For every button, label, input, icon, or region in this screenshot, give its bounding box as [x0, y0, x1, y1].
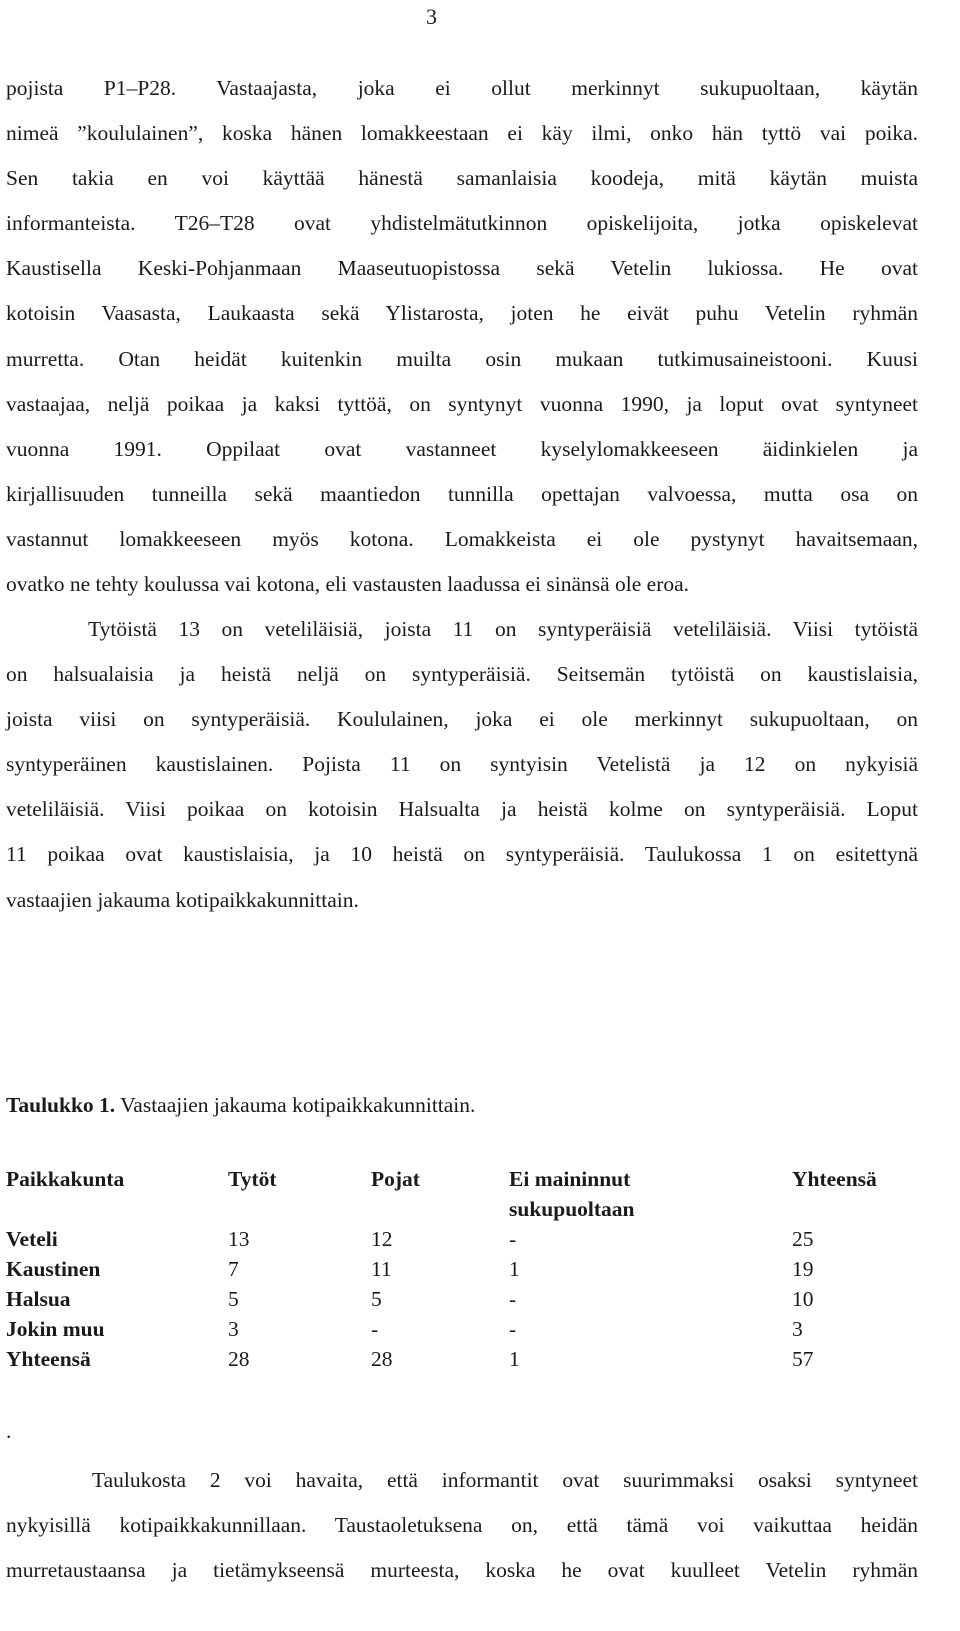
- header-tytot: Tytöt: [228, 1167, 277, 1191]
- text-line: informanteista. T26–T28 ovat yhdistelmätutkinnon opiskelijoita, jotka opiskelevat: [6, 211, 918, 236]
- text-line: vastannut lomakkeeseen myös kotona. Lomakkeista ei ole pystynyt havaitsemaan,: [6, 526, 918, 551]
- respondent-table: [6, 1164, 918, 1374]
- text-line: Taulukosta 2 voi havaita, että informantit ovat suurimmaksi osaksi syntyneet: [92, 1468, 918, 1492]
- cell: -: [509, 1287, 517, 1311]
- text-line: vuonna 1991. Oppilaat ovat vastanneet kyselylomakkeeseen äidinkielen ja: [6, 436, 918, 461]
- cell: 25: [792, 1227, 814, 1251]
- cell: 28: [371, 1347, 393, 1371]
- cell: Kaustinen: [6, 1257, 101, 1281]
- cell: 57: [792, 1347, 814, 1371]
- table-row: [6, 1314, 918, 1344]
- text-line: kirjallisuuden tunneilla sekä maantiedon tunnilla opettajan valvoessa, mutta osa on: [6, 481, 918, 506]
- cell: Yhteensä: [6, 1347, 91, 1371]
- text-line: nykyisillä kotipaikkakunnillaan. Taustaoletuksena on, että tämä voi vaikuttaa heidän: [6, 1513, 918, 1538]
- text-line: kotoisin Vaasasta, Laukaasta sekä Ylistarosta, joten he eivät puhu Vetelin ryhmän: [6, 301, 918, 326]
- cell: 28: [228, 1347, 250, 1371]
- table-row: [6, 1284, 918, 1314]
- text-line: syntyperäinen kaustislainen. Pojista 11 on syntyisin Vetelistä ja 12 on nykyisiä: [6, 752, 918, 777]
- header-yhteensa: Yhteensä: [792, 1167, 877, 1191]
- cell: 5: [228, 1287, 239, 1311]
- text-line: nimeä ”koululainen”, koska hänen lomakkeestaan ei käy ilmi, onko hän tyttö vai poika.: [6, 121, 918, 146]
- header-ei-maininnut-line2: sukupuoltaan: [509, 1197, 635, 1221]
- paragraph-1: [6, 66, 918, 607]
- table-caption: [6, 1090, 475, 1120]
- header-paikkakunta: Paikkakunta: [6, 1167, 125, 1191]
- text-line: murretta. Otan heidät kuitenkin muilta osin mukaan tutkimusaineistooni. Kuusi: [6, 346, 918, 371]
- table-header-row: [6, 1164, 918, 1194]
- text-line: Kaustisella Keski-Pohjanmaan Maaseutuopistossa sekä Vetelin lukiossa. He ovat: [6, 256, 918, 281]
- cell: 3: [228, 1317, 239, 1341]
- header-ei-maininnut: Ei maininnut: [509, 1167, 631, 1191]
- cell: 13: [228, 1227, 250, 1251]
- text-line: 11 poikaa ovat kaustislaisia, ja 10 heistä on syntyperäisiä. Taulukossa 1 on esitettynä: [6, 842, 918, 867]
- cell: 10: [792, 1287, 814, 1311]
- header-pojat: Pojat: [371, 1167, 420, 1191]
- cell: Veteli: [6, 1227, 58, 1251]
- text-line: joista viisi on syntyperäisiä. Koululainen, joka ei ole merkinnyt sukupuoltaan, on: [6, 707, 918, 732]
- cell: -: [371, 1317, 379, 1341]
- cell: 5: [371, 1287, 382, 1311]
- text-line: veteliläisiä. Viisi poikaa on kotoisin Halsualta ja heistä kolme on syntyperäisiä. Loput: [6, 797, 918, 822]
- cell: 19: [792, 1257, 814, 1281]
- cell: 1: [509, 1257, 520, 1281]
- text-line: Sen takia en voi käyttää hänestä samanlaisia koodeja, mitä käytän muista: [6, 166, 918, 191]
- text-line: vastaajaa, neljä poikaa ja kaksi tyttöä, on syntynyt vuonna 1990, ja loput ovat syntyneet: [6, 391, 918, 416]
- cell: -: [509, 1227, 517, 1251]
- cell: 12: [371, 1227, 393, 1251]
- paragraph-2: [6, 607, 918, 923]
- text-line: vastaajien jakauma kotipaikkakunnittain.: [6, 887, 359, 912]
- cell: Halsua: [6, 1287, 71, 1311]
- table-row: [6, 1344, 918, 1374]
- table-row: [6, 1254, 918, 1284]
- text-line: on halsualaisia ja heistä neljä on syntyperäisiä. Seitsemän tytöistä on kaustislaisia,: [6, 662, 918, 687]
- stray-dot: .: [6, 1419, 12, 1443]
- table-caption-label: Taulukko 1.: [6, 1093, 116, 1117]
- page-number: 3: [426, 4, 437, 29]
- table-row: [6, 1224, 918, 1254]
- cell: 1: [509, 1347, 520, 1371]
- cell: 11: [371, 1257, 392, 1281]
- text-line: ovatko ne tehty koulussa vai kotona, eli vastausten laadussa ei sinänsä ole eroa.: [6, 572, 690, 597]
- paragraph-3: [6, 1458, 918, 1593]
- cell: 3: [792, 1317, 803, 1341]
- text-line: Tytöistä 13 on veteliläisiä, joista 11 on syntyperäisiä veteliläisiä. Viisi tytöistä: [88, 617, 918, 641]
- text-line: murretaustaansa ja tietämykseensä murteesta, koska he ovat kuulleet Vetelin ryhmän: [6, 1558, 918, 1583]
- text-line: pojista P1–P28. Vastaajasta, joka ei ollut merkinnyt sukupuoltaan, käytän: [6, 76, 918, 100]
- cell: -: [509, 1317, 517, 1341]
- cell: Jokin muu: [6, 1317, 105, 1341]
- cell: 7: [228, 1257, 239, 1281]
- table-header-row-2: [6, 1194, 918, 1224]
- table-caption-text: Vastaajien jakauma kotipaikkakunnittain.: [115, 1093, 476, 1117]
